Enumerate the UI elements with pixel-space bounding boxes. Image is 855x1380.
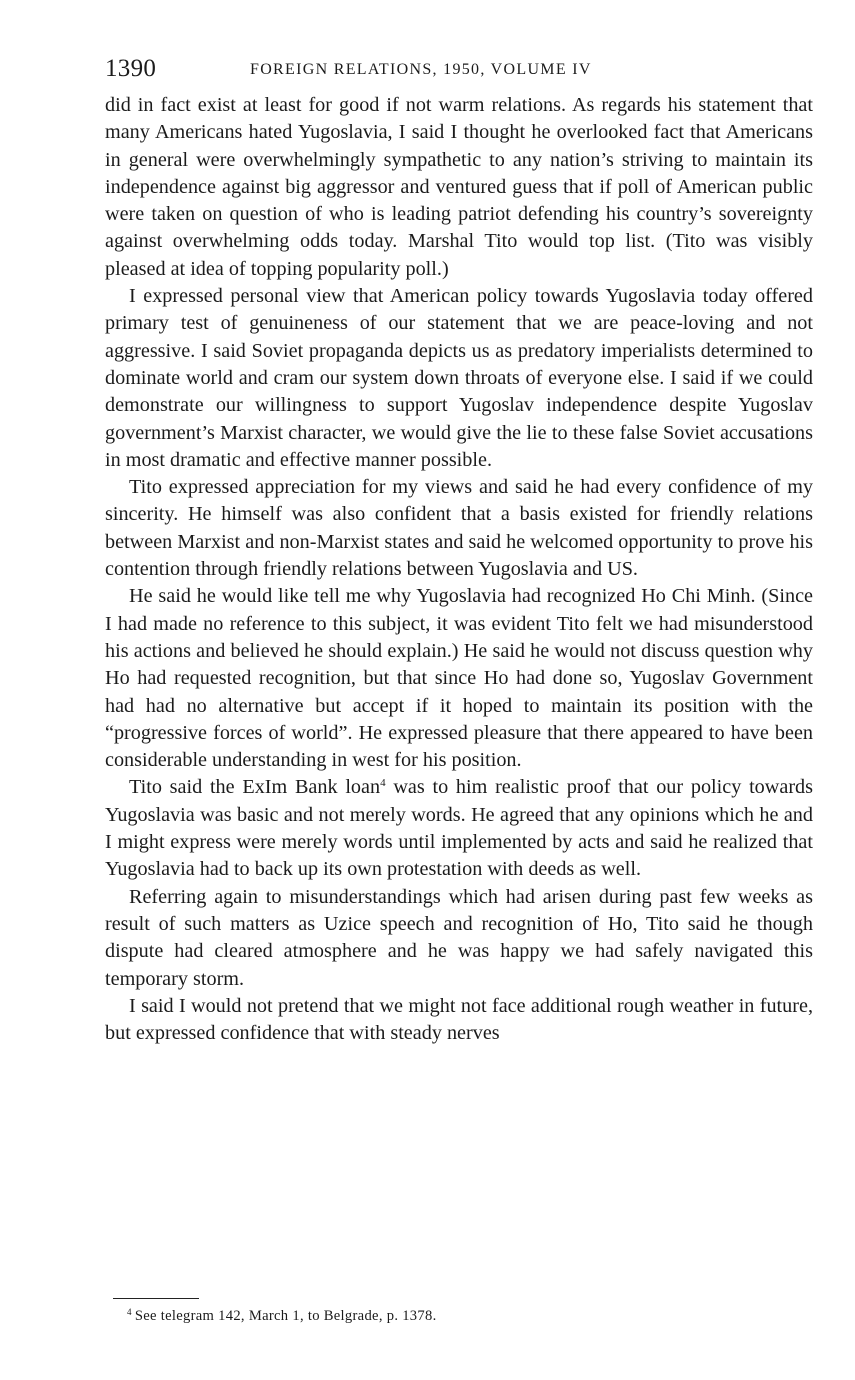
footnote: [127, 1308, 813, 1325]
running-head: [105, 52, 813, 92]
paragraph-2: I expressed personal view that American policy towards Yugoslavia today offered primary test of genuineness of our statement that we are peace-loving and not aggressive. I said Soviet propaganda depicts us as predatory imperialists determined to dominate world and cram our system down throats of everyone else. I said if we could demonstrate our willingness to support Yugoslav independence despite Yugoslav government’s Marxist character, we would give the lie to these false Soviet accusations in most dramatic and effective manner possible.: [105, 285, 813, 471]
footnote-rule: [113, 1298, 199, 1299]
paragraph-7: I said I would not pretend that we might not face additional rough weather in future, but expressed confidence that with steady nerves: [105, 994, 813, 1045]
paragraph-4: He said he would like tell me why Yugoslavia had recognized Ho Chi Minh. (Since I had made no reference to this subject, it was evident Tito felt we had misunderstood his actions and believed he should explain.) He said he would not discuss question why Ho had requested recognition, but that since Ho had done so, Yugoslav Government had had no alternative but accept if it hoped to maintain its position with the “progressive forces of world”. He expressed pleasure that there appeared to have been considerable understanding in west for his position.: [105, 585, 813, 772]
body-text: [105, 92, 813, 1047]
footnote-text: See telegram 142, March 1, to Belgrade, p. 1378.: [134, 1308, 437, 1324]
page: [105, 52, 813, 1047]
paragraph-5-rest: was to him realistic proof that our policy towards Yugoslavia was basic and not merely words. He agreed that any opinions which he and I might express were merely words until implemented by acts and said he realized that Yugoslavia had to back up its own protestation with deeds as well.: [105, 776, 813, 881]
paragraph-6: Referring again to misunderstandings which had arisen during past few weeks as result of such matters as Uzice speech and recognition of Ho, Tito said he though dispute had cleared atmosphere and he was happy we had safely navigated this temporary storm.: [105, 885, 813, 990]
footnote-marker: 4: [127, 1307, 132, 1317]
paragraph-1: did in fact exist at least for good if not warm relations. As regards his statement that many Americans hated Yugoslavia, I said I thought he overlooked fact that Americans in general were overwhelmingly sympathetic to any nation’s striving to maintain its independence against big aggressor and ventured guess that if poll of American public were taken on question of who is leading patriot defending his country’s sovereignty against overwhelming odds today. Marshal Tito would top list. (Tito was visibly pleased at idea of topping popularity poll.): [105, 94, 813, 280]
footnote-reference[interactable]: 4: [380, 777, 386, 790]
footnote-area: [105, 1298, 813, 1325]
running-title: FOREIGN RELATIONS, 1950, VOLUME IV: [250, 61, 592, 78]
paragraph-5: [105, 774, 813, 883]
paragraph-3: Tito expressed appreciation for my views and said he had every confidence of my sincerity. He himself was also confident that a basis existed for friendly relations between Marxist and non-Marxist states and said he welcomed opportunity to prove his contention through friendly relations between Yugoslavia and US.: [105, 476, 813, 581]
page-number: 1390: [105, 55, 157, 82]
paragraph-5-lead: Tito said the ExIm Bank loan: [129, 776, 381, 799]
